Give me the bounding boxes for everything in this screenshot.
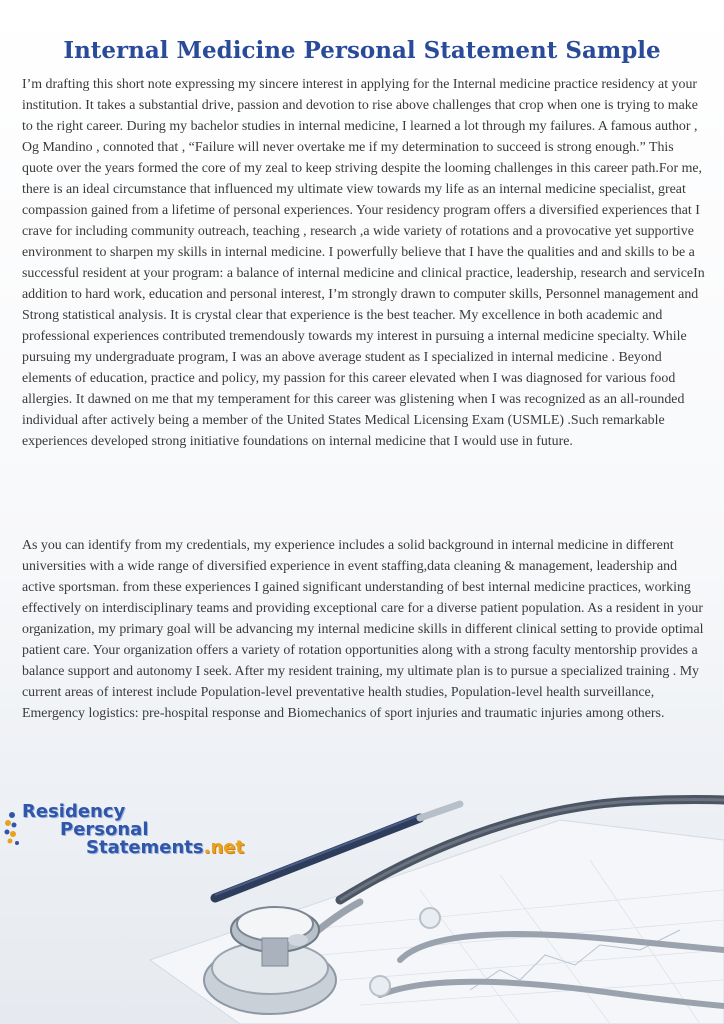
body-paragraph-2: As you can identify from my credentials, my experience includes a solid background in internal medicine in different universities with a wide range of diversified experience in event staffing,data cleaning & management, leadership and active sportsman. from these experiences I gained significant understanding of best internal medicine practices, working effectively on interdisciplinary teams and providing exceptional care for a diverse patient population. As a resident in your organization, my primary goal will be advancing my internal medicine skills in different clinical setting to provide optimal patient care. Your organization offers a variety of rotation opportunities along with a strong faculty mentorship provides a balance support and autonomy I seek. After my resident training, my ultimate plan is to pursue a specialized training . My current areas of interest include Population-level preventative health studies, Population-level health surveillance, Emergency logistics: pre-hospital response and Biomechanics of sport injuries and traumatic injuries among others. bbox=[22, 538, 704, 721]
page-title: Internal Medicine Personal Statement Sample bbox=[63, 37, 661, 65]
logo-text-line2: Personal bbox=[60, 819, 149, 840]
logo-text-statements: Statements bbox=[86, 837, 204, 858]
logo-text-line3 bbox=[86, 839, 244, 857]
stethoscope-chestpiece bbox=[204, 907, 336, 1014]
body-paragraph-1: I’m drafting this short note expressing my sincere interest in applying for the Internal medicine practice residency at your institution. It takes a substantial drive, passion and devotion to rise above challenges that crop when one is trying to make to the right career. During my bachelor studies in internal medicine, I learned a lot through my failures. A famous author , Og Mandino , connoted that , “Failure will never overtake me if my determination to succeed is strong enough.” This quote over the years formed the core of my zeal to keep striving despite the looming challenges in this career path.For me, there is an ideal circumstance that influenced my ultimate view towards my life as an internal medicine specialist, great compassion gained from a lifetime of personal experiences. Your residency program offers a diversified experiences that I crave for including community outreach, teaching , research ,a wide variety of rotations and a provocative yet supportive environment to sharpen my skills in internal medicine. I powerfully believe that I have the qualities and and skills to be a successful resident at your program: a balance of internal medicine and clinical practice, leadership, research and serviceIn addition to hard work, education and personal interest, I’m strongly drawn to computer skills, Personnel management and Strong statistical analysis. It is crystal clear that experience is the best teacher. My excellence in both academic and professional experiences contributed tremendously towards my interest in pursuing a internal medicine specialty. While pursuing my undergraduate program, I was an above average student as I specialized in internal medicine . Beyond elements of education, practice and policy, my passion for this career elevated when I was diagnosed for various food allergies. It dawned on me that my temperament for this career was glistening when I was recognized as an all-rounded individual after actively being a member of the United States Medical Licensing Exam (USMLE) .Such remarkable experiences developed strong initiative foundations on internal medicine that I would use in future. bbox=[22, 77, 705, 449]
residency-personal-statements-logo bbox=[4, 803, 264, 863]
logo-text-line1: Residency bbox=[22, 801, 126, 822]
logo-text-net: .net bbox=[203, 837, 245, 858]
